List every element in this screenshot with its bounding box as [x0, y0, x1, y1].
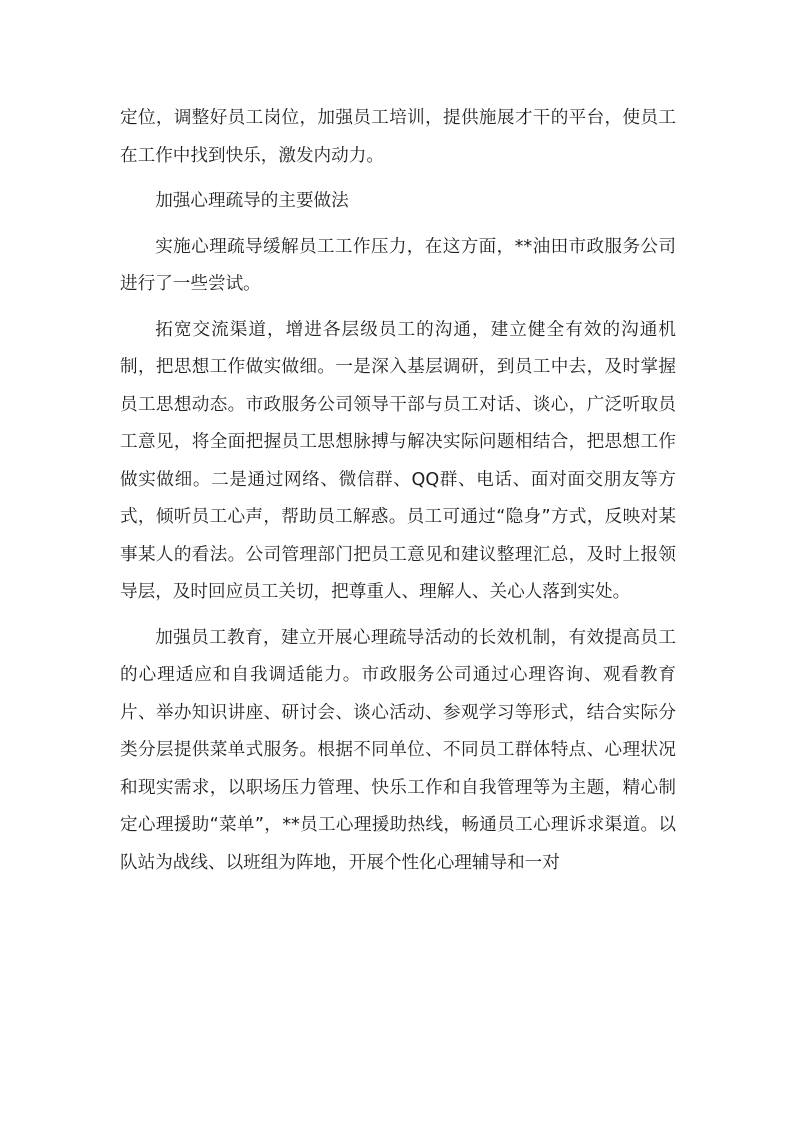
document-page — [120, 100, 676, 890]
paragraph-2: 实施心理疏导缓解员工工作压力，在这方面，**油田市政服务公司进行了一些尝试。 — [120, 236, 676, 294]
paragraph-1: 定位，调整好员工岗位，加强员工培训，提供施展才干的平台，使员工在工作中找到快乐，激发内动力。 — [120, 108, 676, 166]
section-heading: 加强心理疏导的主要做法 — [155, 191, 349, 211]
paragraph-3: 拓宽交流渠道，增进各层级员工的沟通，建立健全有效的沟通机制，把思想工作做实做细。一是深入基层调研，到员工中去，及时掌握员工思想动态。市政服务公司领导干部与员工对话、谈心，广泛听取员工意见，将全面把握员工思想脉搏与解决实际问题相结合，把思想工作做实做细。二是通过网络、微信群、QQ群、电话、面对面交朋友等方式，倾听员工心声，帮助员工解惑。员工可通过“隐身”方式，反映对某事某人的看法。公司管理部门把员工意见和建议整理汇总，及时上报领导层，及时回应员工关切，把尊重人、理解人、关心人落到实处。 — [120, 319, 676, 602]
paragraph-4: 加强员工教育，建立开展心理疏导活动的长效机制，有效提高员工的心理适应和自我调适能力。市政服务公司通过心理咨询、观看教育片、举办知识讲座、研讨会、谈心活动、参观学习等形式，结合实际分类分层提供菜单式服务。根据不同单位、不同员工群体特点、心理状况和现实需求，以职场压力管理、快乐工作和自我管理等为主题，精心制定心理援助“菜单”，**员工心理援助热线，畅通员工心理诉求渠道。以队站为战线、以班组为阵地，开展个性化心理辅导和一对 — [120, 627, 676, 873]
